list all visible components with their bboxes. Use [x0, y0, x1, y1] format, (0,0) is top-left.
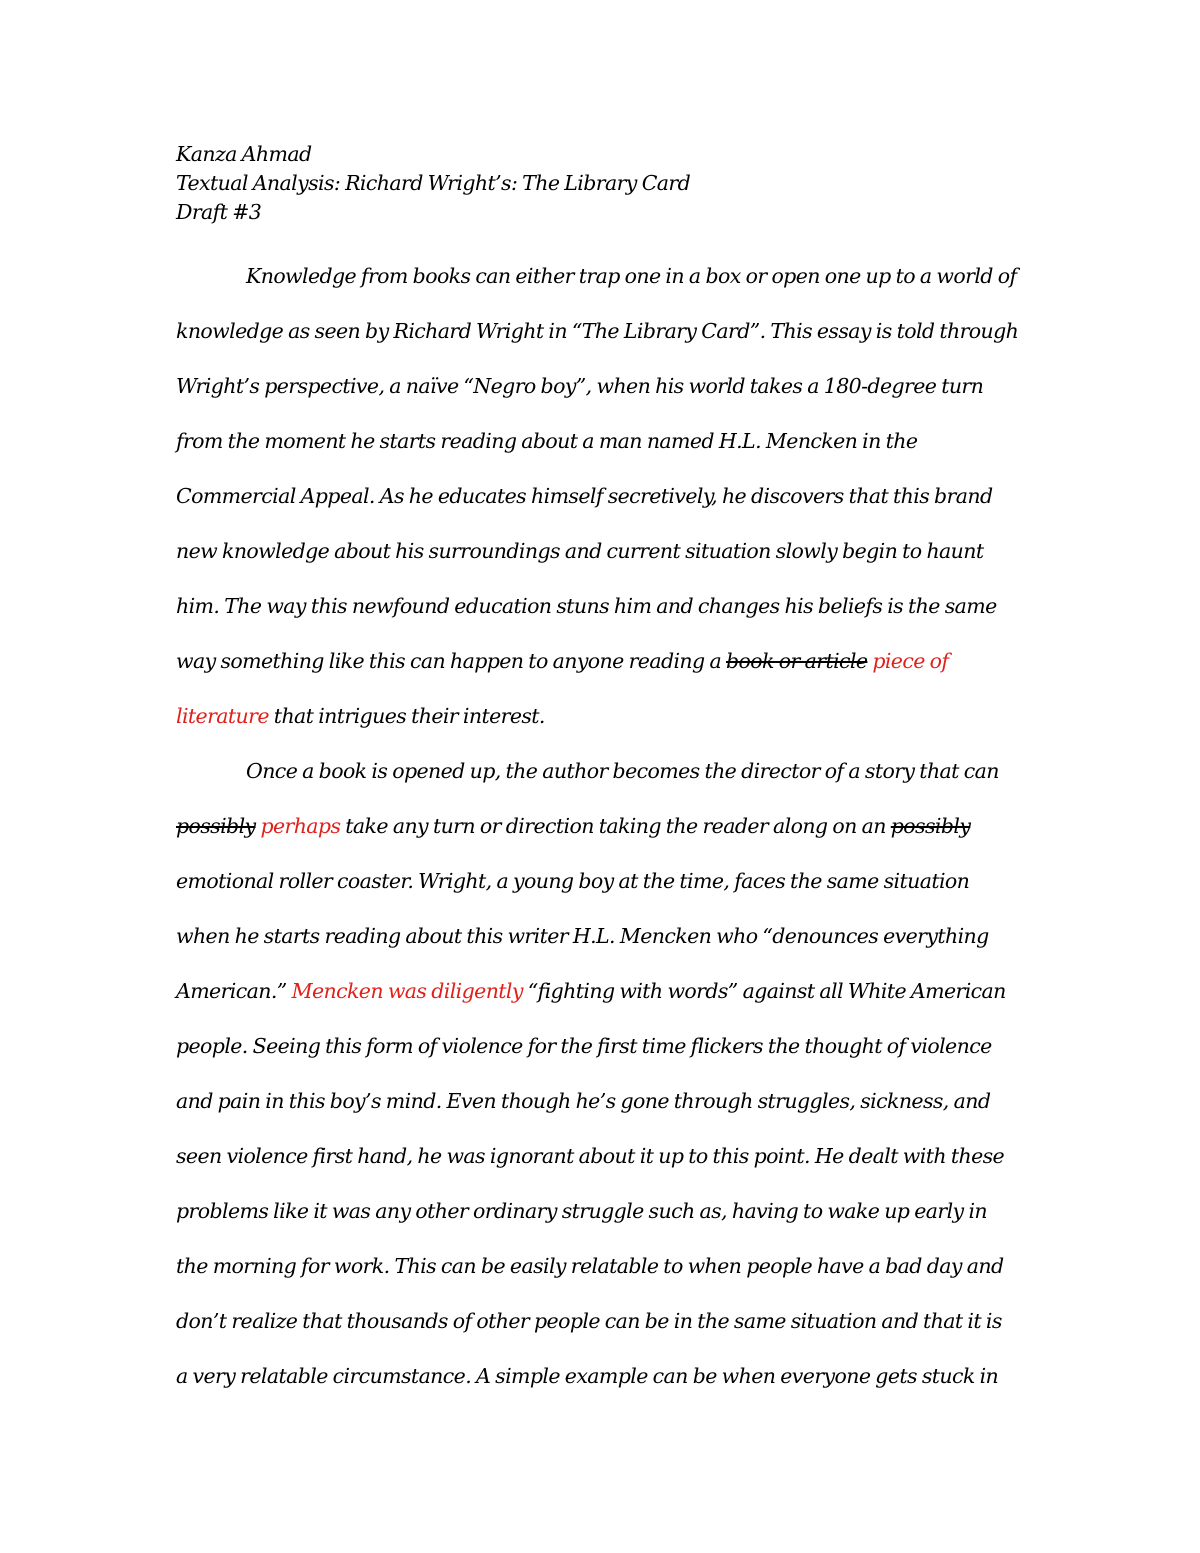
deleted-text: possibly: [176, 814, 256, 838]
paragraph-line: don’t realize that thousands of other people can be in the same situation and that it is: [176, 1309, 1002, 1333]
line-text: “fighting with words” against all White American: [522, 979, 1006, 1003]
line-text: that intrigues their interest.: [268, 704, 545, 728]
paragraph-line: a very relatable circumstance. A simple example can be when everyone gets stuck in: [176, 1364, 999, 1388]
essay-title: Textual Analysis: Richard Wright’s: The Library Card: [176, 171, 691, 195]
deleted-text: possibly: [890, 814, 971, 838]
line-text: American.”: [176, 979, 292, 1003]
paragraph-line: new knowledge about his surroundings and current situation slowly begin to haunt: [176, 539, 984, 563]
paragraph-line: Wright’s perspective, a naïve “Negro boy”, when his world takes a 180-degree turn: [176, 374, 984, 398]
line-text: way something like this can happen to anyone reading a: [176, 649, 727, 673]
paragraph-line: [176, 689, 1036, 744]
paragraph-line: [176, 744, 1036, 799]
paragraph-line: seen violence first hand, he was ignorant about it up to this point. He dealt with these: [176, 1144, 1005, 1168]
paragraph-2: [176, 744, 1036, 1404]
paragraph-line: [176, 634, 1036, 689]
paragraph-line: when he starts reading about this writer H.L. Mencken who “denounces everything: [176, 924, 989, 948]
paragraph-line: the morning for work. This can be easily relatable to when people have a bad day and: [176, 1254, 1004, 1278]
inserted-text: Mencken was diligently: [291, 979, 523, 1003]
paragraph-line: Commercial Appeal. As he educates himself secretively, he discovers that this brand: [176, 484, 993, 508]
paragraph-line: [176, 249, 1036, 304]
deleted-text: book or article: [726, 649, 868, 673]
inserted-text: literature: [176, 704, 269, 728]
line-text: take any turn or direction taking the reader along on an: [340, 814, 891, 838]
paragraph-line: problems like it was any other ordinary struggle such as, having to wake up early in: [176, 1199, 988, 1223]
paragraph-line: and pain in this boy’s mind. Even though he’s gone through struggles, sickness, and: [176, 1089, 991, 1113]
paragraph-1: [176, 249, 1036, 744]
inserted-text: piece of: [867, 649, 949, 673]
line-text: Knowledge from books can either trap one in a box or open one up to a world of: [246, 264, 1017, 288]
paragraph-line: knowledge as seen by Richard Wright in “The Library Card”. This essay is told through: [176, 319, 1019, 343]
paragraph-line: [176, 799, 1036, 854]
paragraph-line: emotional roller coaster. Wright, a young boy at the time, faces the same situation: [176, 869, 970, 893]
essay-body: [176, 140, 1036, 1404]
line-text: Once a book is opened up, the author becomes the director of a story that can: [246, 759, 999, 783]
paragraph-line: him. The way this newfound education stuns him and changes his beliefs is the same: [176, 594, 997, 618]
author-name: Kanza Ahmad: [176, 142, 312, 166]
paragraph-line: [176, 964, 1036, 1019]
paragraph-line: people. Seeing this form of violence for the first time flickers the thought of violence: [176, 1034, 992, 1058]
inserted-text: perhaps: [255, 814, 341, 838]
paragraph-line: from the moment he starts reading about a man named H.L. Mencken in the: [176, 429, 918, 453]
draft-label: Draft #3: [176, 200, 262, 224]
